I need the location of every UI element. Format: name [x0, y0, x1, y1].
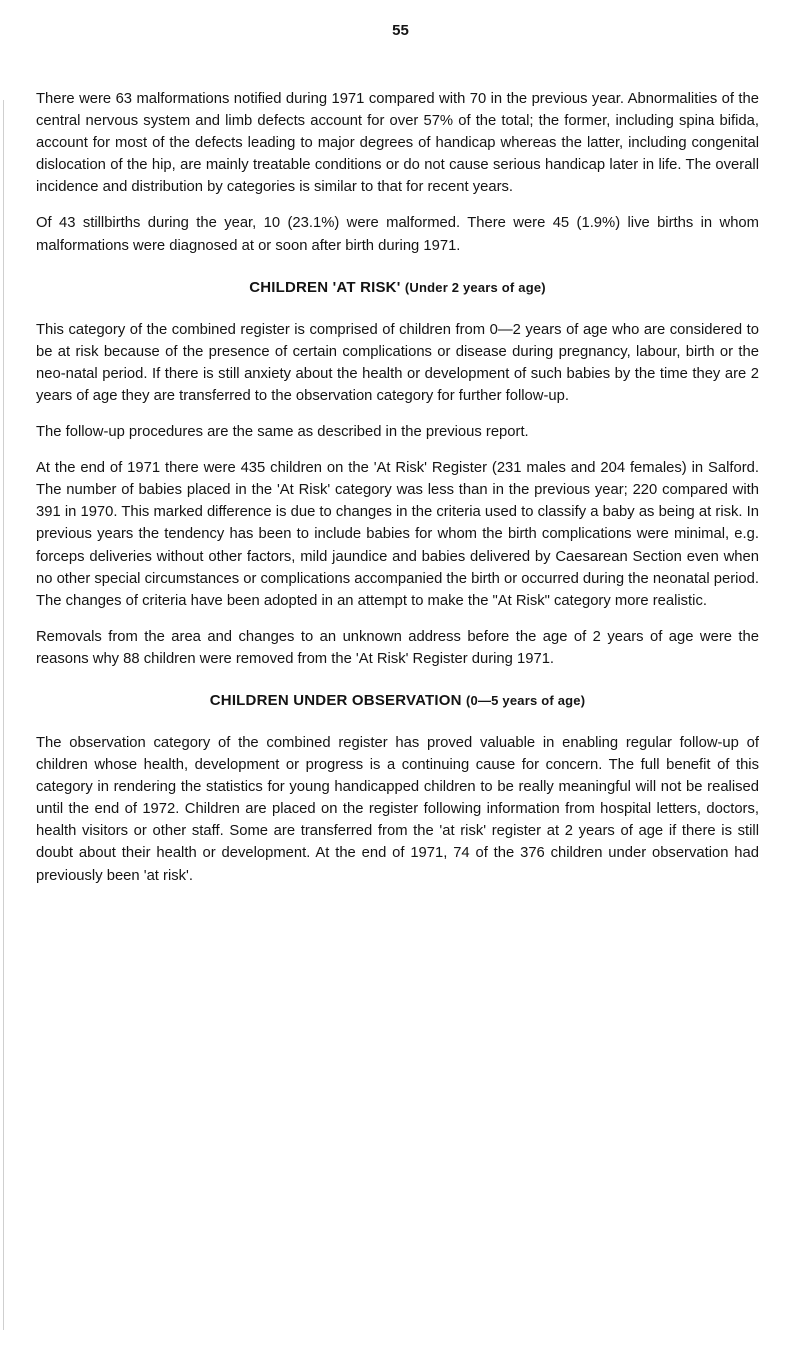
at-risk-paragraph-3: At the end of 1971 there were 435 children on the 'At Risk' Register (231 males and 204 females) in Salford. The number of babies placed in the 'At Risk' category was less than in the previous year; 220 compared with 391 in 1970. This marked difference is due to changes in the criteria used to classify a baby as being at risk. In previous years the tendency has been to include babies for whom the birth complications were minimal, e.g. forceps deliveries without other factors, mild jaundice and babies delivered by Caesarean Section even when no other special circumstances or complications accompanied the birth or occurred during the neonatal period. The changes of criteria have been adopted in an attempt to make the "At Risk" category more realistic.: [36, 460, 759, 609]
at-risk-paragraph-4: Removals from the area and changes to an unknown address before the age of 2 years of age were the reasons why 88 children were removed from the 'At Risk' Register during 1971.: [36, 628, 759, 667]
intro-paragraph-2: Of 43 stillbirths during the year, 10 (23.1%) were malformed. There were 45 (1.9%) live births in whom malformations were diagnosed at or soon after birth during 1971.: [36, 215, 759, 254]
heading-at-risk-title: CHILDREN 'AT RISK': [249, 278, 401, 296]
section-heading-at-risk: [36, 277, 759, 299]
scan-edge: [3, 100, 4, 1330]
heading-observation-title: CHILDREN UNDER OBSERVATION: [209, 691, 462, 709]
at-risk-paragraph-2: The follow-up procedures are the same as described in the previous report.: [36, 424, 529, 441]
section-heading-observation: [36, 690, 759, 712]
page-number: 55: [392, 22, 409, 39]
observation-paragraph-1: The observation category of the combined register has proved valuable in enabling regular follow-up of children whose health, development or progress is a continuing cause for concern. The full benefit of this category in rendering the statistics for young handicapped children to be really meaningful will not be realised until the end of 1972. Children are placed on the register following information from hospital letters, doctors, health visitors or other staff. Some are transferred from the 'at risk' register at 2 years of age if there is still doubt about their health or development. At the end of 1971, 74 of the 376 children under observation had previously been 'at risk'.: [36, 734, 759, 884]
intro-paragraph-1: There were 63 malformations notified during 1971 compared with 70 in the previous year. Abnormalities of the central nervous system and limb defects account for over 57% of the total; the former, including spina bifida, account for most of the defects leading to major degrees of handicap whereas the latter, including congenital dislocation of the hip, are mainly treatable conditions or do not cause serious handicap later in life. The overall incidence and distribution by categories is similar to that for recent years.: [36, 91, 759, 196]
heading-at-risk-subtitle: (Under 2 years of age): [404, 279, 546, 295]
at-risk-paragraph-1: This category of the combined register is comprised of children from 0—2 years of age who are considered to be at risk because of the presence of certain complications or disease during pregnancy, labour, birth or the neo-natal period. If there is still anxiety about the health or development of such babies by the time they are 2 years of age they are transferred to the observation category for further follow-up.: [36, 321, 759, 404]
page-content: [36, 88, 759, 887]
heading-observation-subtitle: (0—5 years of age): [466, 692, 586, 708]
